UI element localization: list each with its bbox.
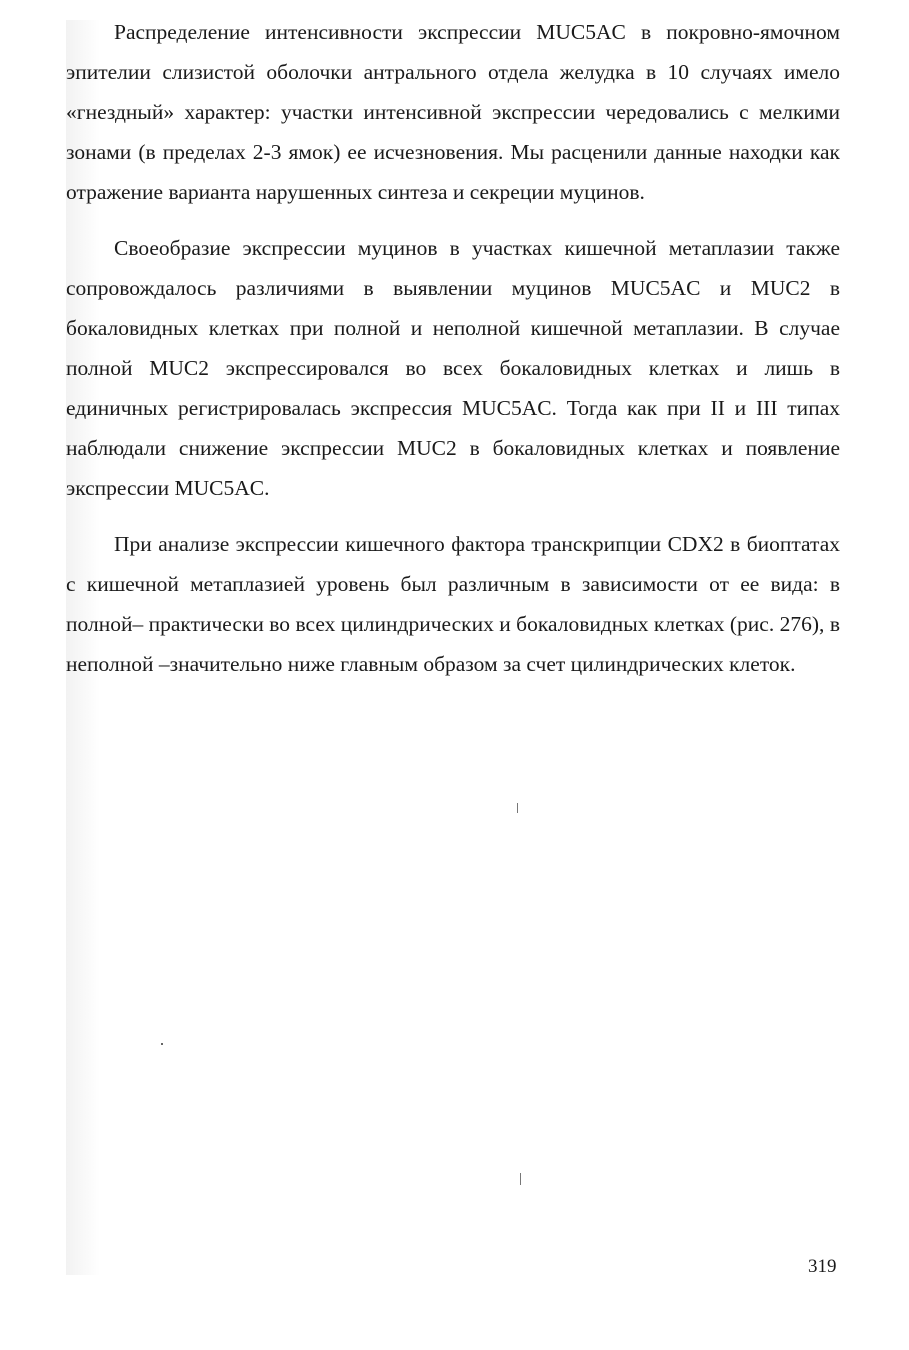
page-number: 319 — [808, 1256, 837, 1277]
page-body — [66, 12, 840, 700]
scan-dot — [161, 1043, 163, 1045]
scan-speck — [520, 1173, 521, 1185]
scan-speck — [517, 803, 518, 813]
paragraph-mucin-metaplasia: Своеобразие экспрессии муцинов в участках кишечной метаплазии также сопровождалось различиями в выявлении муцинов MUC5AC и MUC2 в бокаловидных клетках при полной и неполной кишечной метаплазии. В случае полной MUC2 экспрессировался во всех бокаловидных клетках и лишь в единичных регистрировалась экспрессия MUC5AC. Тогда как при II и III типах наблюдали снижение экспрессии MUC2 в бокаловидных клетках и появление экспрессии MUC5AC. — [66, 236, 840, 500]
paragraph-muc5ac-distribution: Распределение интенсивности экспрессии MUC5AC в покровно-ямочном эпителии слизистой оболочки антрального отдела желудка в 10 случаях имело «гнездный» характер: участки интенсивной экспрессии чередовались с мелкими зонами (в пределах 2-3 ямок) ее исчезновения. Мы расценили данные находки как отражение варианта нарушенных синтеза и секреции муцинов. — [66, 20, 840, 204]
paragraph-cdx2-expression: При анализе экспрессии кишечного фактора транскрипции CDX2 в биоптатах с кишечной метаплазией уровень был различным в зависимости от ее вида: в полной– практически во всех цилиндрических и бокаловидных клетках (рис. 276), в неполной –значительно ниже главным образом за счет цилиндрических клеток. — [66, 532, 840, 676]
